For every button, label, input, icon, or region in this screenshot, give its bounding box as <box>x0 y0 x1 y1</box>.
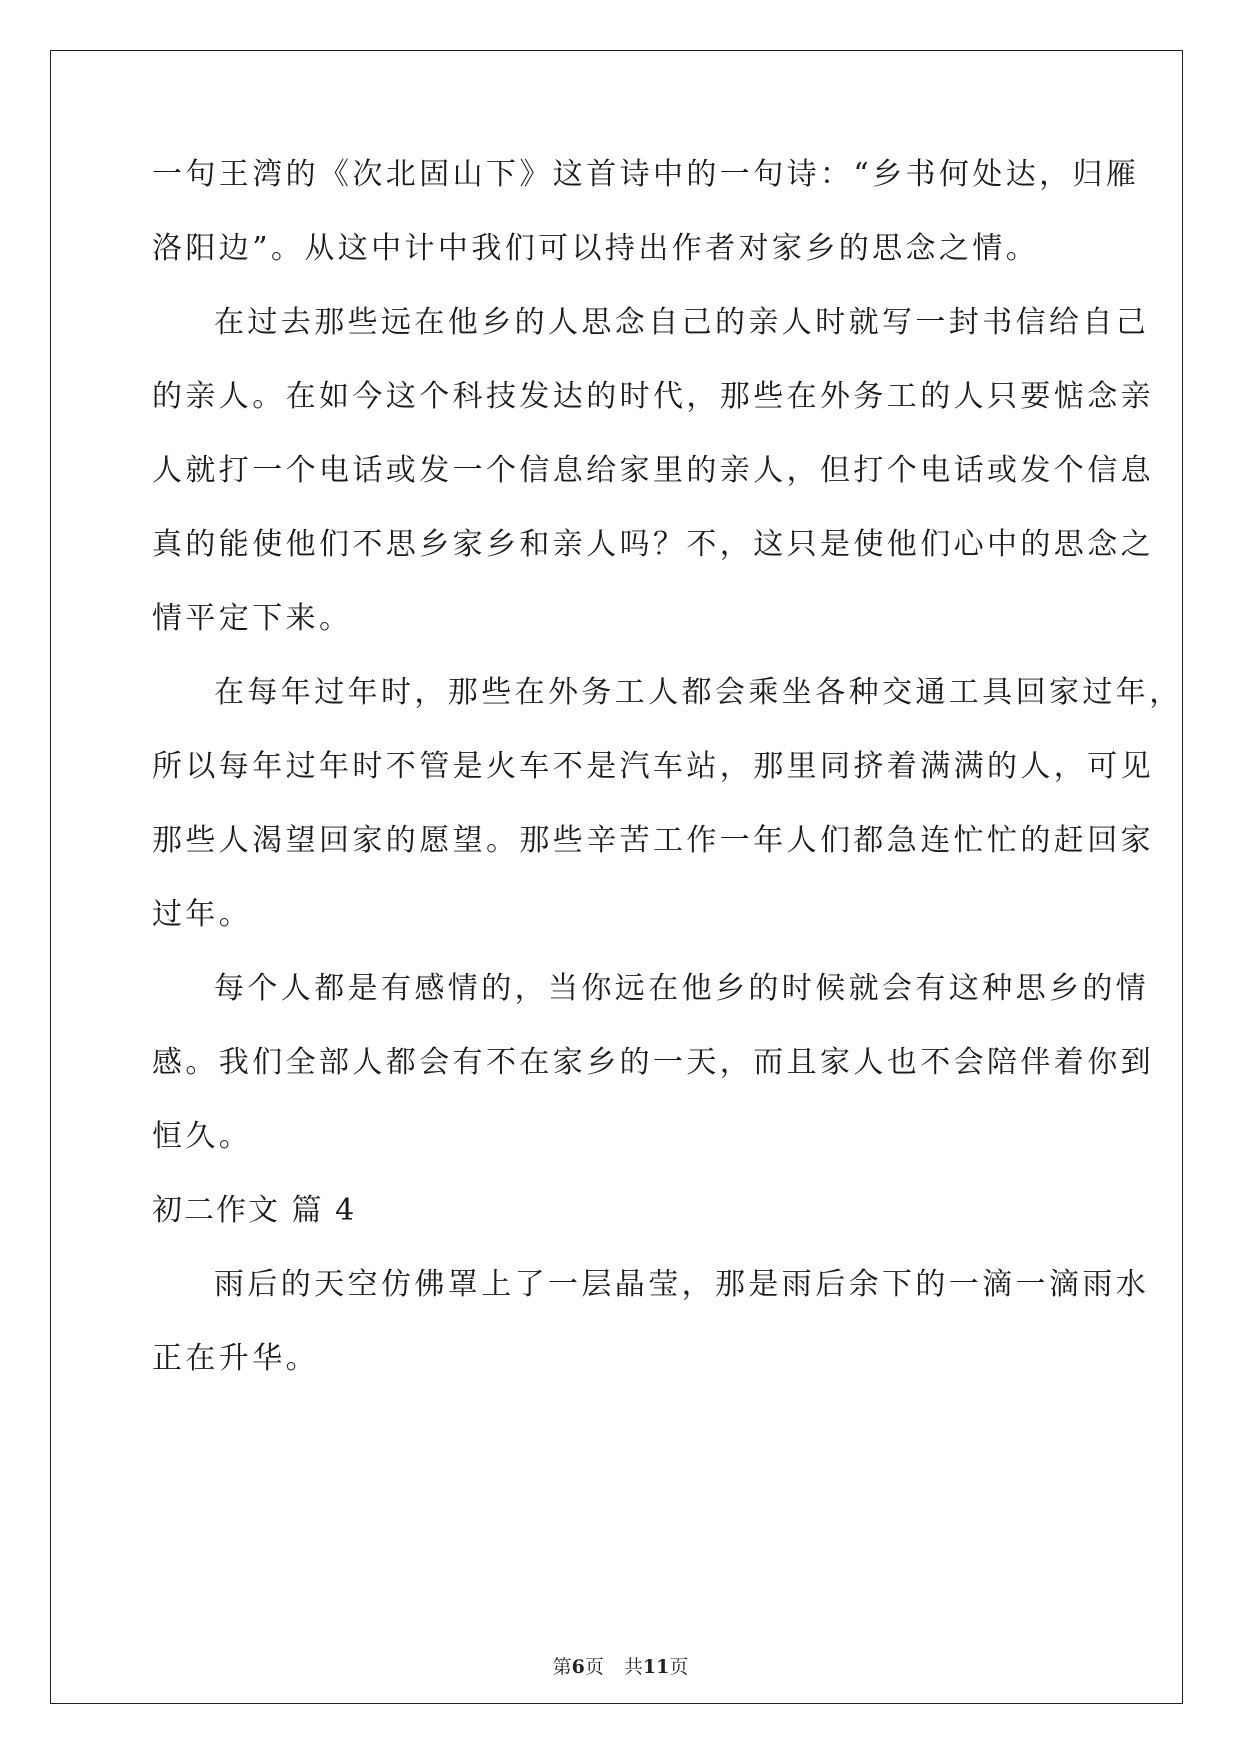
text-line: 那些人渴望回家的愿望。那些辛苦工作一年人们都急连忙忙的赶回家 <box>152 823 1154 858</box>
total-prefix: 共 <box>623 1656 643 1678</box>
page-total: 11 <box>642 1656 670 1678</box>
page-prefix: 第 <box>552 1656 572 1678</box>
text-line: 感。我们全部人都会有不在家乡的一天，而且家人也不会陪伴着你到 <box>152 1045 1154 1080</box>
paragraph-start-line: 每个人都是有感情的，当你远在他乡的时候就会有这种思乡的情 <box>214 971 1150 1006</box>
text-line: 恒久。 <box>152 1119 253 1154</box>
page-number: 6 <box>571 1656 585 1678</box>
text-line: 情平定下来。 <box>152 601 353 636</box>
text-line: 所以每年过年时不管是火车不是汽车站，那里同挤着满满的人，可见 <box>152 749 1154 784</box>
text-line: 一句王湾的《次北固山下》这首诗中的一句诗：“乡书何处达，归雁 <box>152 157 1140 192</box>
text-line: 过年。 <box>152 897 253 932</box>
text-line: 的亲人。在如今这个科技发达的时代，那些在外务工的人只要惦念亲 <box>152 379 1154 414</box>
text-line: 真的能使他们不思乡家乡和亲人吗？不，这只是使他们心中的思念之 <box>152 527 1154 562</box>
page-footer <box>0 1652 1241 1679</box>
paragraph-start-line: 在过去那些远在他乡的人思念自己的亲人时就写一封书信给自己 <box>214 305 1150 340</box>
text-line: 正在升华。 <box>152 1341 319 1376</box>
total-suffix: 页 <box>669 1656 689 1678</box>
page-border <box>50 50 1183 1704</box>
text-line: 人就打一个电话或发一个信息给家里的亲人，但打个电话或发个信息 <box>152 453 1154 488</box>
paragraph-start-line: 雨后的天空仿佛罩上了一层晶莹，那是雨后余下的一滴一滴雨水 <box>214 1267 1150 1302</box>
page-suffix: 页 <box>584 1656 604 1678</box>
paragraph-start-line: 在每年过年时，那些在外务工人都会乘坐各种交通工具回家过年， <box>214 675 1183 710</box>
text-line: 洛阳边”。从这中计中我们可以持出作者对家乡的思念之情。 <box>152 231 1040 266</box>
section-heading: 初二作文 篇 4 <box>152 1193 357 1228</box>
